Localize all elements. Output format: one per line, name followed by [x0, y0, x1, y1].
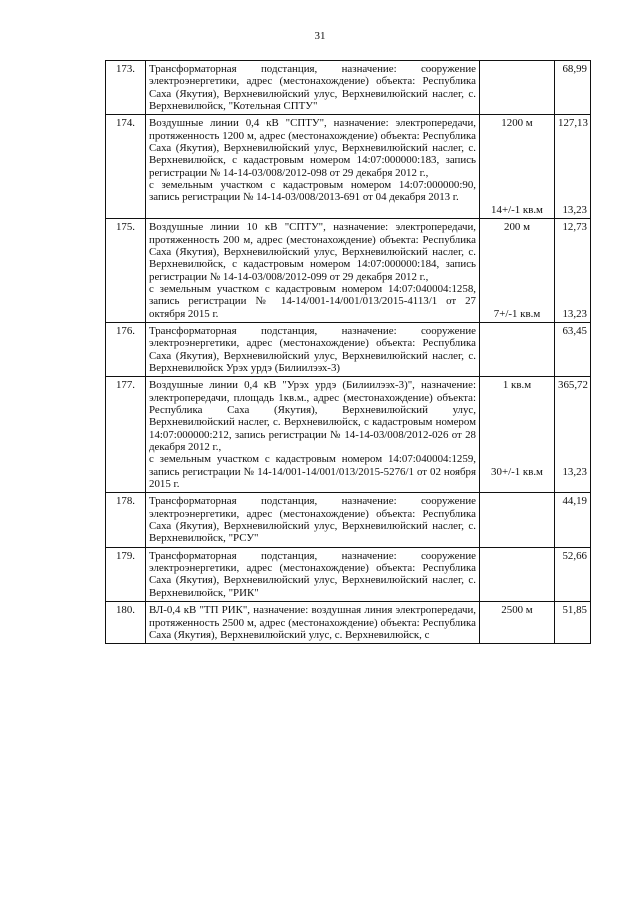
- object-size: [480, 61, 555, 115]
- object-size: [480, 115, 555, 219]
- page-number: 31: [314, 30, 326, 42]
- row-number: 176.: [106, 322, 146, 376]
- row-number: 177.: [106, 377, 146, 493]
- cost-value: 365,72: [558, 379, 588, 392]
- object-description: [146, 377, 480, 493]
- object-description: [146, 61, 480, 115]
- object-value: [555, 493, 591, 547]
- object-text: Трансформаторная подстанция, назначение: сооружение электроэнергетики, адрес (местонахождение) объекта: Республика Саха (Якутия), Верхневилюйский улус, Верхневилюйский наслег, с. Верхневилюйск Урэх урдэ (Билиилээх-3): [149, 324, 476, 374]
- cell-spacer: [558, 392, 587, 466]
- object-text: Воздушные линии 0,4 кВ "Урэх урдэ (Билиилээх-3)", назначение: электропередачи, площадь 1кв.м., адрес (местонахождение) объекта: Республика Саха (Якутия), Верхневилюйский улус, Верхневилюйский наслег, с. Верхневилюйск, с кадастровым номером 14:07:000000:212, запись регистрации № 14-14-03/008/2012-026 от 28 декабря 2012 г.,: [149, 379, 476, 454]
- object-value: [555, 547, 591, 601]
- table-row: [106, 547, 591, 601]
- object-description: [146, 493, 480, 547]
- table-row: [106, 219, 591, 323]
- object-value: [555, 322, 591, 376]
- cost-value: 63,45: [562, 324, 587, 337]
- object-description: [146, 115, 480, 219]
- size-value: 2500 м: [501, 604, 533, 617]
- table-row: [106, 602, 591, 644]
- cost-value: 12,73: [562, 221, 587, 234]
- land-plot-text: с земельным участком с кадастровым номером 14:07:000000:90, запись регистрации № 14-14-03/008/2013-691 от 04 декабря 2013 г.: [149, 179, 476, 204]
- object-size: [480, 219, 555, 323]
- land-plot-text: с земельным участком с кадастровым номером 14:07:040004:1258, запись регистрации № 14-14/001-14/001/013/2015-4113/1 от 27 октября 2015 г.: [149, 282, 476, 320]
- object-description: [146, 602, 480, 644]
- table-row: [106, 115, 591, 219]
- table-row: [106, 377, 591, 493]
- land-plot-text: с земельным участком с кадастровым номером 14:07:040004:1259, запись регистрации № 14-14/001-14/001/013/2015-5276/1 от 02 ноября 2015 г.: [149, 453, 476, 491]
- cost-value: 52,66: [562, 549, 587, 562]
- size-value: 7+/-1 кв.м: [493, 307, 541, 320]
- cost-value: 13,23: [562, 465, 587, 478]
- row-number: 180.: [106, 602, 146, 644]
- object-text: Воздушные линии 0,4 кВ "СПТУ", назначение: электропередачи, протяженность 1200 м, адрес (местонахождение) объекта: Республика Саха (Якутия), Верхневилюйский улус, Верхневилюйский наслег, с. Верхневилюйск, с кадастровым номером 14:07:000000:183, запись регистрации № 14-14-03/008/2012-098 от 29 декабря 2012 г.,: [149, 117, 476, 179]
- size-value: 200 м: [504, 221, 530, 234]
- size-value: 1 кв.м: [502, 379, 532, 392]
- cell-spacer: [483, 130, 551, 204]
- object-text: Трансформаторная подстанция, назначение: сооружение электроэнергетики, адрес (местонахождение) объекта: Республика Саха (Якутия), Верхневилюйский улус, Верхневилюйский наслег, с. Верхневилюйск, "Котельная СПТУ": [149, 63, 476, 113]
- row-number: 178.: [106, 493, 146, 547]
- object-size: [480, 602, 555, 644]
- size-value: 1200 м: [501, 117, 533, 130]
- object-size: [480, 322, 555, 376]
- table-row: [106, 322, 591, 376]
- row-number: 174.: [106, 115, 146, 219]
- object-size: [480, 493, 555, 547]
- object-description: [146, 219, 480, 323]
- object-size: [480, 547, 555, 601]
- cell-spacer: [483, 392, 551, 466]
- object-text: Трансформаторная подстанция, назначение: сооружение электроэнергетики, адрес (местонахождение) объекта: Республика Саха (Якутия), Верхневилюйский улус, Верхневилюйский наслег, с. Верхневилюйск, "РИК": [149, 549, 476, 599]
- object-description: [146, 547, 480, 601]
- object-text: ВЛ-0,4 кВ "ТП РИК", назначение: воздушная линия электропередачи, протяженность 2500 м, адрес (местонахождение) объекта: Республика Саха (Якутия), Верхневилюйский улус, с. Верхневилюйск, с: [149, 604, 476, 641]
- object-value: [555, 61, 591, 115]
- table-row: [106, 493, 591, 547]
- size-value: 30+/-1 кв.м: [491, 465, 543, 478]
- row-number: 179.: [106, 547, 146, 601]
- object-text: Воздушные линии 10 кВ "СПТУ", назначение: электропередачи, протяженность 200 м, адрес (местонахождение) объекта: Республика Саха (Якутия), Верхневилюйский улус, Верхневилюйский наслег, с. Верхневилюйск, с кадастровым номером 14:07:000000:184, запись регистрации № 14-14-03/008/2012-099 от 29 декабря 2012 г.,: [149, 221, 476, 283]
- object-text: Трансформаторная подстанция, назначение: сооружение электроэнергетики, адрес (местонахождение) объекта: Республика Саха (Якутия), Верхневилюйский улус, Верхневилюйский наслег, с. Верхневилюйск, "РСУ": [149, 495, 476, 545]
- register-body: [106, 61, 591, 644]
- row-number: 175.: [106, 219, 146, 323]
- object-description: [146, 322, 480, 376]
- object-size: [480, 377, 555, 493]
- cell-spacer: [558, 130, 587, 204]
- cost-value: 127,13: [558, 117, 588, 130]
- row-number: 173.: [106, 61, 146, 115]
- object-value: [555, 377, 591, 493]
- cost-value: 13,23: [562, 307, 587, 320]
- cell-spacer: [483, 234, 551, 308]
- property-register-table: [105, 60, 591, 644]
- cell-spacer: [558, 234, 587, 308]
- object-value: [555, 115, 591, 219]
- object-value: [555, 602, 591, 644]
- cost-value: 51,85: [562, 604, 587, 617]
- cost-value: 68,99: [562, 63, 587, 75]
- cost-value: 13,23: [562, 203, 587, 216]
- object-value: [555, 219, 591, 323]
- size-value: 14+/-1 кв.м: [491, 203, 543, 216]
- cost-value: 44,19: [562, 495, 587, 508]
- table-row: [106, 61, 591, 115]
